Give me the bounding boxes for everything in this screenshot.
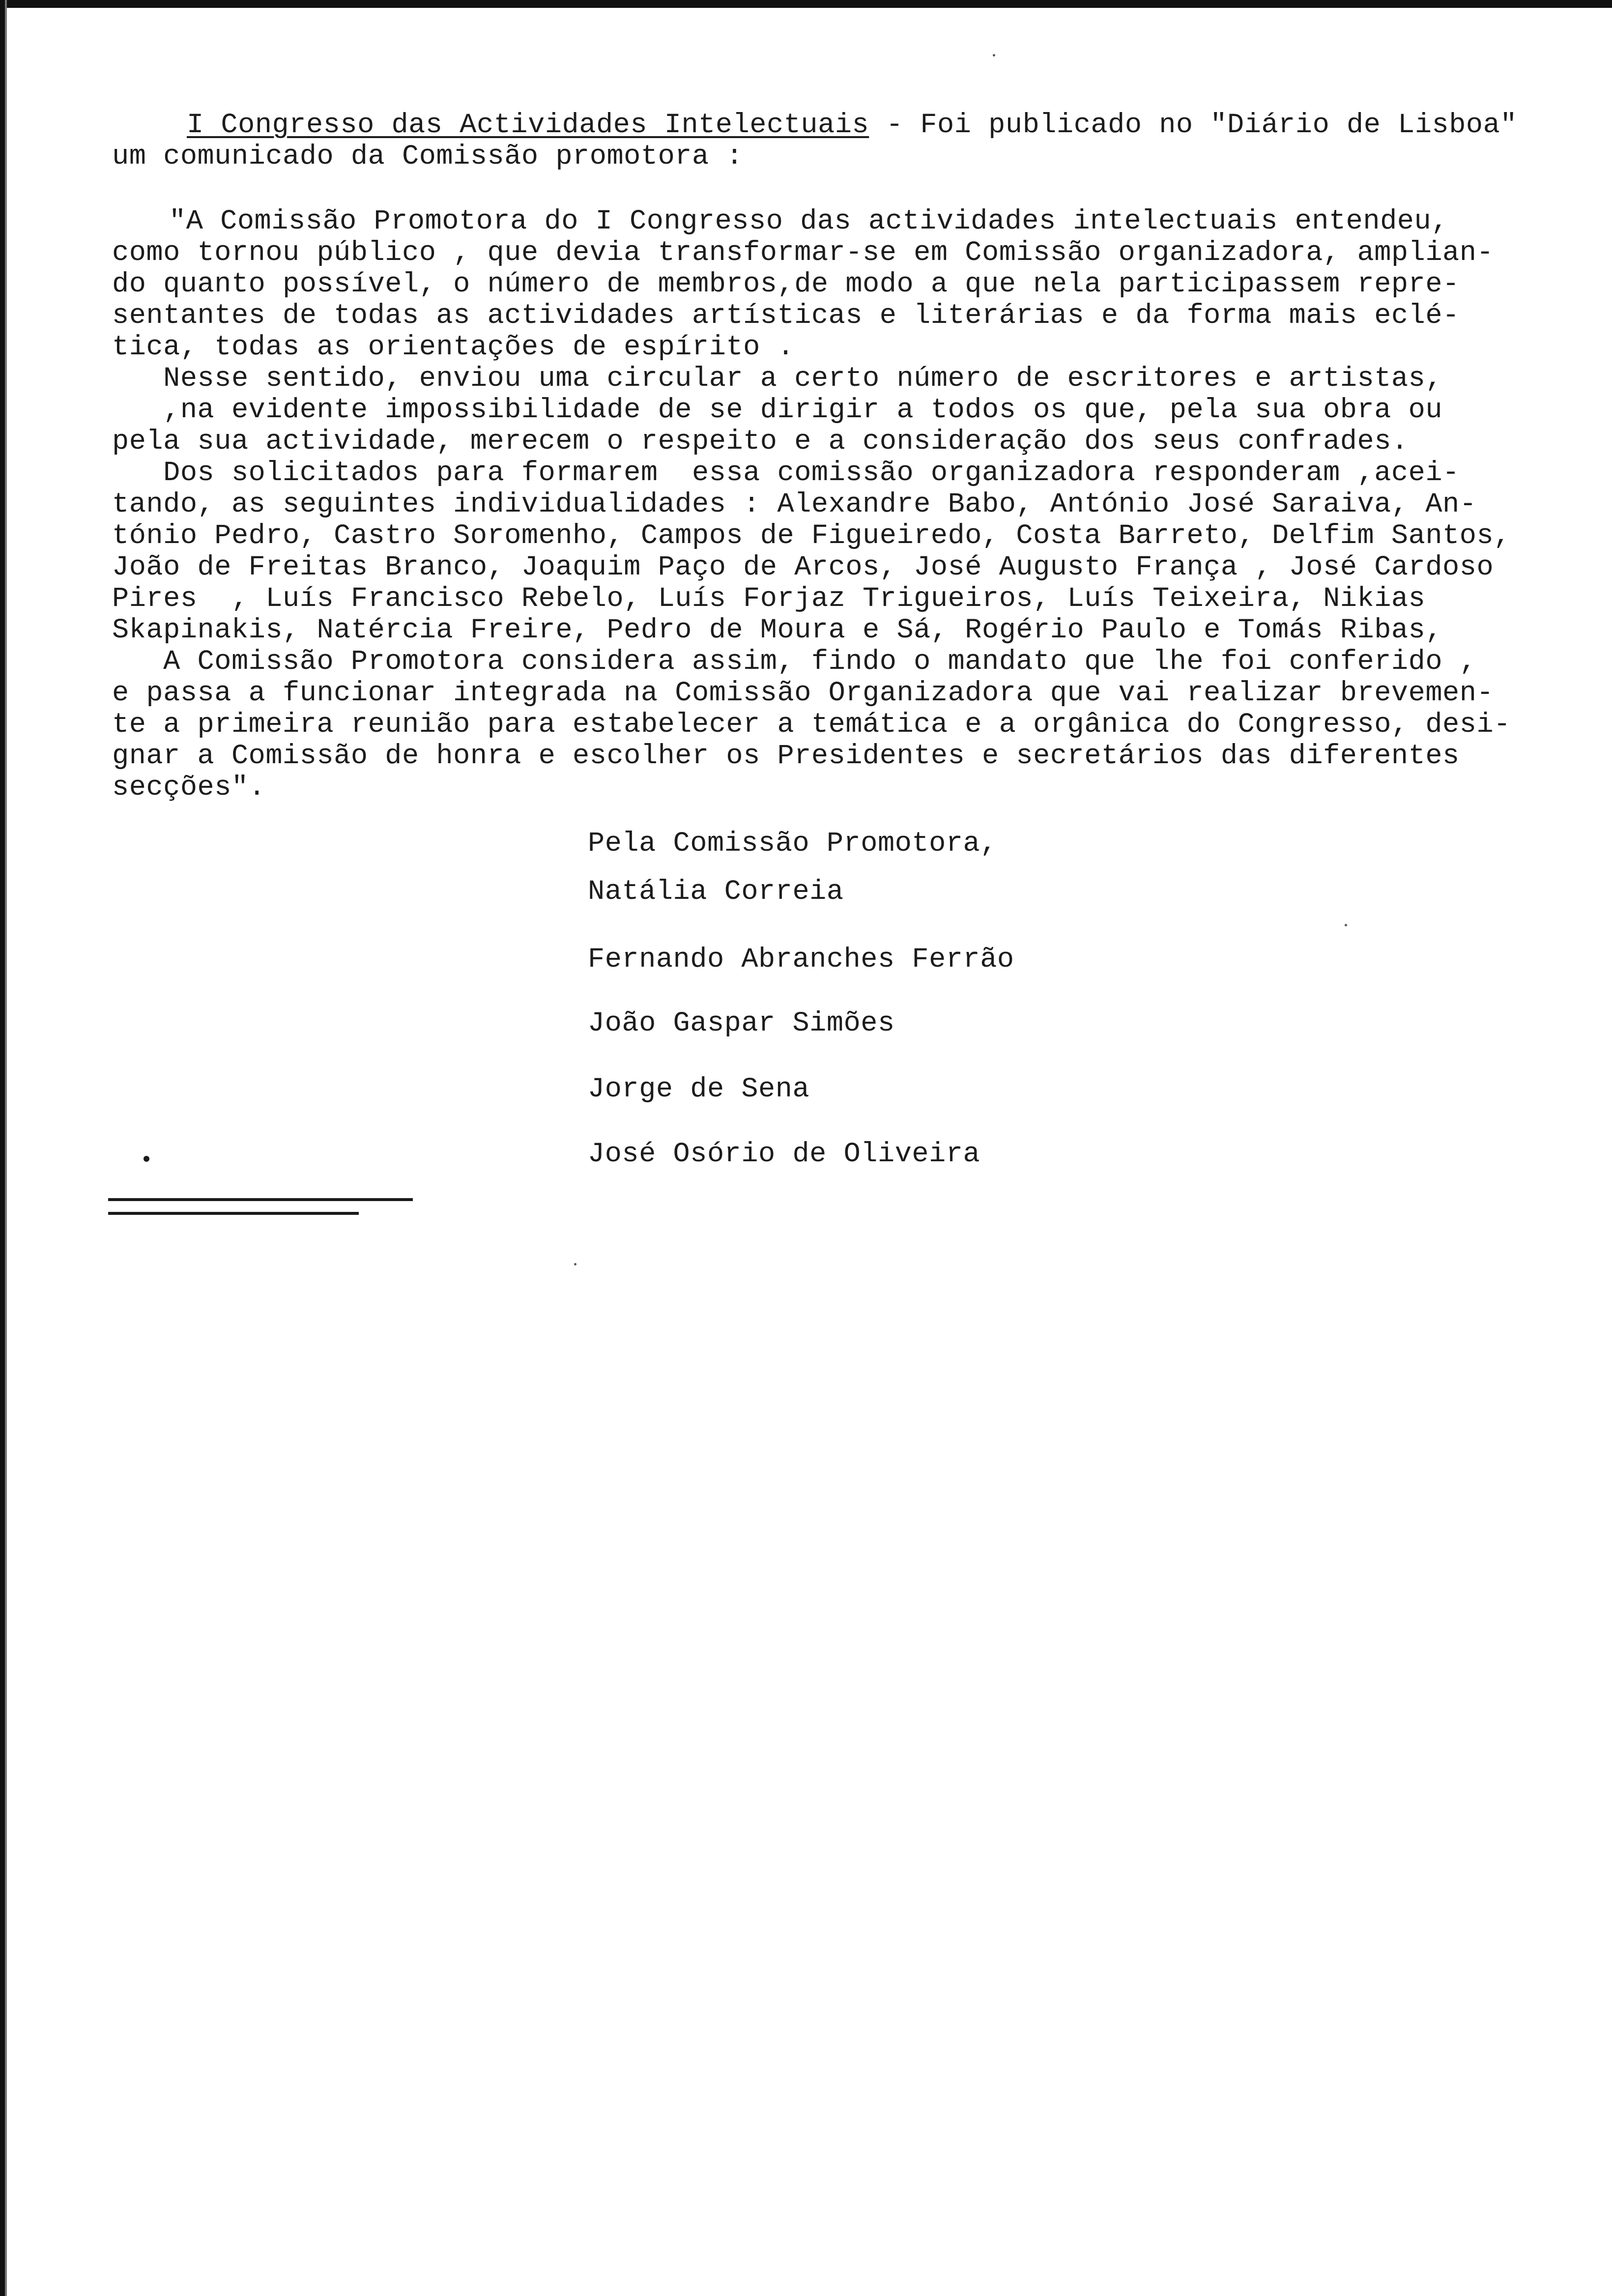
body-line: Dos solicitados para formarem essa comissão organizadora responderam ,acei- [112, 458, 1460, 489]
body-line: secções". [112, 772, 266, 804]
body-line: gnar a Comissão de honra e escolher os Presidentes e secretários das diferentes [112, 741, 1460, 772]
body-line: sentantes de todas as actividades artísticas e literárias e da forma mais eclé- [112, 300, 1460, 332]
body-line: te a primeira reunião para estabelecer a temática e a orgânica do Congresso, desi- [112, 709, 1511, 741]
signatory-name: Jorge de Sena [588, 1074, 810, 1105]
body-line: ,na evidente impossibilidade de se dirigir a todos os que, pela sua obra ou [112, 395, 1443, 426]
scan-speck [993, 54, 995, 57]
scan-speck [574, 1263, 576, 1265]
body-line: tica, todas as orientações de espírito . [112, 332, 795, 363]
closing-rule [108, 1212, 359, 1215]
body-line: tando, as seguintes individualidades : Alexandre Babo, António José Saraiva, An- [112, 489, 1477, 520]
bullet-mark [144, 1156, 149, 1162]
signatory-name: Fernando Abranches Ferrão [588, 944, 1014, 976]
body-line: Pires , Luís Francisco Rebelo, Luís Forjaz Trigueiros, Luís Teixeira, Nikias [112, 583, 1426, 615]
body-line: pela sua actividade, merecem o respeito e a consideração dos seus confrades. [112, 426, 1409, 458]
body-line: João de Freitas Branco, Joaquim Paço de Arcos, José Augusto França , José Cardoso [112, 552, 1494, 583]
scan-speck [1345, 924, 1347, 926]
body-line: como tornou público , que devia transformar-se em Comissão organizadora, amplian- [112, 237, 1494, 269]
body-line: Skapinakis, Natércia Freire, Pedro de Moura e Sá, Rogério Paulo e Tomás Ribas, [112, 615, 1443, 646]
signatory-name: José Osório de Oliveira [588, 1139, 980, 1170]
body-line: Nesse sentido, enviou uma circular a certo número de escritores e artistas, [112, 363, 1443, 395]
intro-line: um comunicado da Comissão promotora : [112, 141, 744, 172]
signatory-name: João Gaspar Simões [588, 1008, 895, 1039]
closing-rule [108, 1198, 413, 1201]
heading-number: I [187, 110, 221, 141]
body-line: A Comissão Promotora considera assim, findo o mandato que lhe foi conferido , [112, 646, 1477, 678]
signatory-name: Natália Correia [588, 876, 844, 908]
body-line: tónio Pedro, Castro Soromenho, Campos de Figueiredo, Costa Barreto, Delfim Santos, [112, 520, 1511, 552]
scan-border-left [0, 0, 9, 2296]
signature-opening: Pela Comissão Promotora, [588, 828, 997, 860]
scan-border-top [0, 0, 1612, 8]
heading-rest: - Foi publicado no "Diário de Lisboa" [869, 110, 1518, 141]
heading-line [187, 109, 1517, 142]
body-line: do quanto possível, o número de membros,de modo a que nela participassem repre- [112, 269, 1460, 300]
body-line: "A Comissão Promotora do I Congresso das actividades intelectuais entendeu, [169, 206, 1448, 237]
body-line: e passa a funcionar integrada na Comissão Organizadora que vai realizar brevemen- [112, 678, 1494, 709]
heading-title: Congresso das Actividades Intelectuais [221, 110, 869, 141]
